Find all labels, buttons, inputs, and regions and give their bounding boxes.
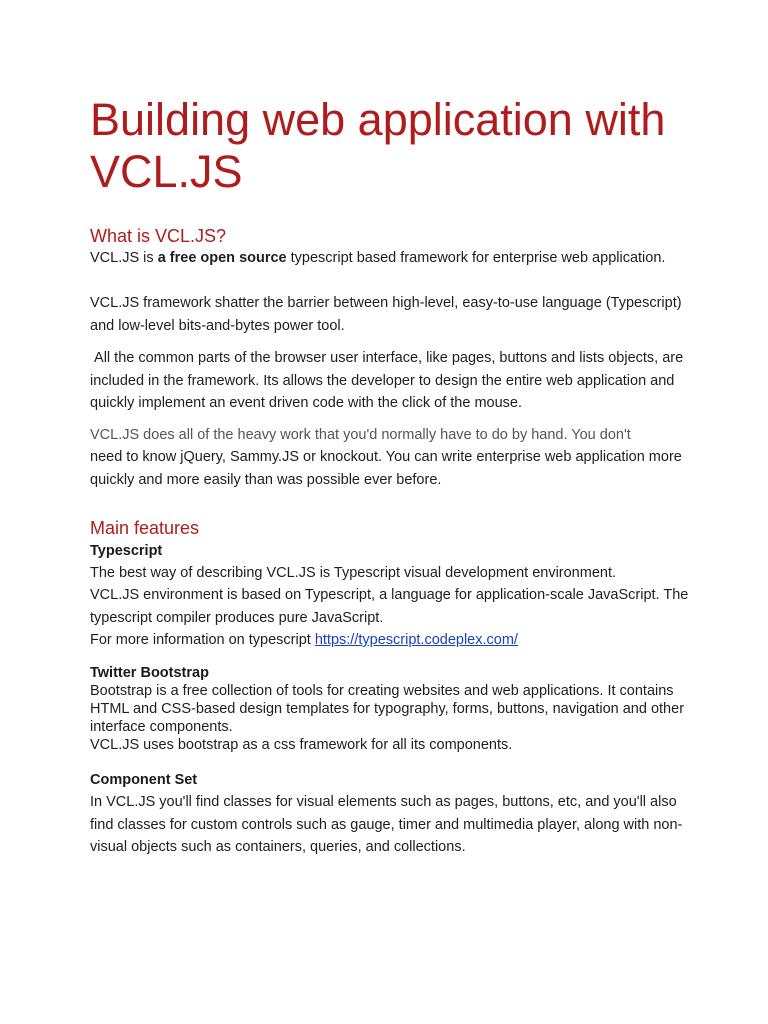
section-heading-what-is: What is VCL.JS? bbox=[90, 226, 227, 246]
paragraph-intro-start: VCL.JS is bbox=[90, 250, 158, 266]
paragraph-component-set: In VCL.JS you'll find classes for visual elements such as pages, buttons, etc, and you'll also find classes for custom controls such as gauge, timer and multimedia player, along with non-visual objects such as containers, queries, and collections. bbox=[90, 794, 683, 855]
paragraph-barrier: VCL.JS framework shatter the barrier between high-level, easy-to-use language (Typescript) and low-level bits-and-bytes power tool. bbox=[90, 295, 682, 334]
paragraph-intro-emphasis: a free open source bbox=[157, 250, 287, 266]
paragraph-heavy-work-first-line: VCL.JS does all of the heavy work that you'd normally have to do by hand. You don't bbox=[90, 427, 631, 443]
paragraph-intro bbox=[90, 247, 690, 270]
subheading-twitter-bootstrap: Twitter Bootstrap bbox=[90, 665, 209, 681]
paragraph-bootstrap-usage: VCL.JS uses bootstrap as a css framework for all its components. bbox=[90, 737, 513, 753]
paragraph-typescript-desc: The best way of describing VCL.JS is Typescript visual development environment. bbox=[90, 565, 617, 581]
subheading-component-set: Component Set bbox=[90, 772, 198, 788]
paragraph-bootstrap-desc: Bootstrap is a free collection of tools for creating websites and web applications. It contains HTML and CSS-based design templates for typography, forms, buttons, navigation and other interface components. bbox=[90, 683, 685, 735]
paragraph-typescript-more bbox=[90, 629, 690, 652]
subheading-typescript: Typescript bbox=[90, 543, 163, 559]
paragraph-typescript-env: VCL.JS environment is based on Typescript, a language for application-scale JavaScript. The typescript compiler produces pure JavaScript. bbox=[90, 587, 689, 626]
paragraph-common-parts: All the common parts of the browser user interface, like pages, buttons and lists objects, are included in the framework. Its allows the developer to design the entire web application and quickly implement an event driven code with the click of the mouse. bbox=[90, 350, 688, 411]
typescript-more-label: For more information on typescript bbox=[90, 632, 315, 648]
section-heading-main-features: Main features bbox=[90, 518, 200, 538]
paragraph-intro-end: typescript based framework for enterprise web application. bbox=[286, 250, 666, 266]
document-title: Building web application with VCL.JS bbox=[90, 94, 666, 197]
paragraph-heavy-work: need to know jQuery, Sammy.JS or knockout. You can write enterprise web application more quickly and more easily than was possible ever before. bbox=[90, 449, 682, 488]
typescript-link[interactable]: https://typescript.codeplex.com/ bbox=[314, 632, 518, 648]
